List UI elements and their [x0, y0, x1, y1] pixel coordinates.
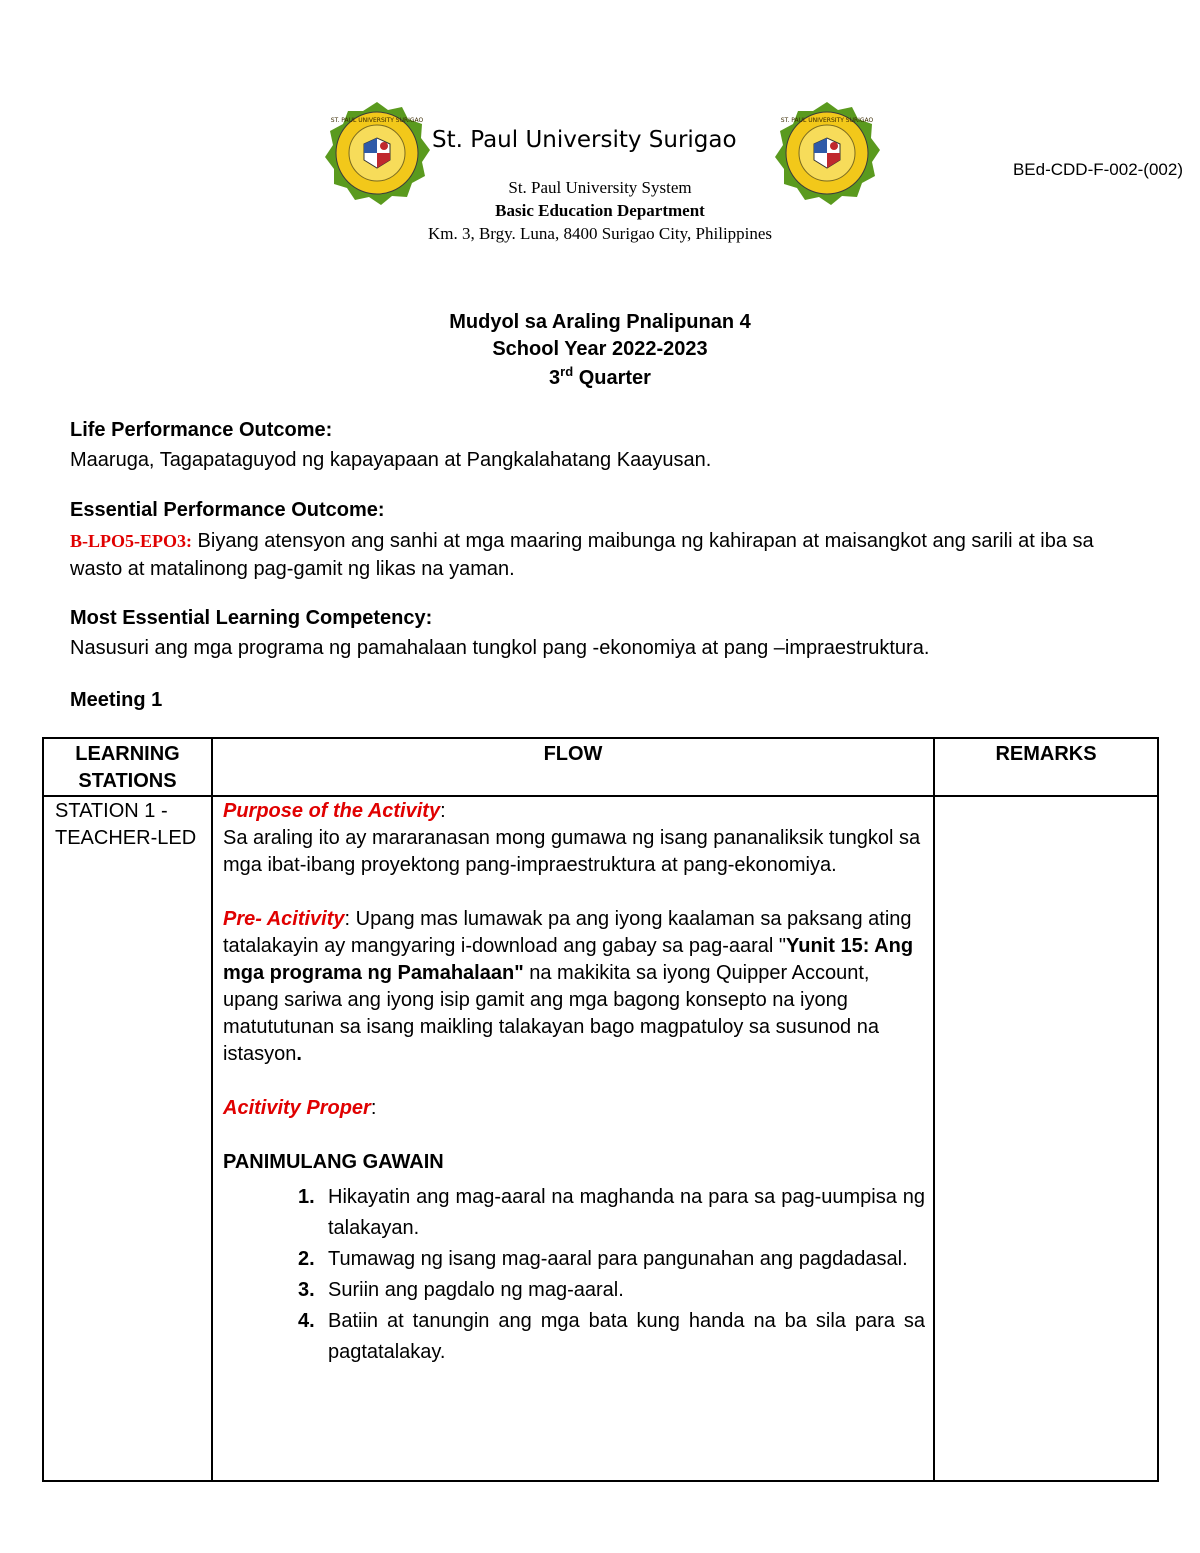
section-title: PANIMULANG GAWAIN — [223, 1151, 444, 1173]
step-text: Hikayatin ang mag-aaral na maghanda na para sa pag-uumpisa ng talakayan. — [328, 1186, 925, 1239]
seal-left-text: ST. PAUL UNIVERSITY SURIGAO — [330, 117, 424, 124]
steps-list — [223, 1182, 925, 1368]
address: Km. 3, Brgy. Luna, 8400 Surigao City, Philippines — [427, 224, 773, 243]
pre-activity-text-a: Upang mas lumawak pa ang iyong kaalaman sa paksang ating tatalakayin ay mangyaring i-download ang gabay sa pag-aaral " — [223, 908, 912, 957]
pre-activity — [223, 906, 925, 1068]
station-cell: STATION 1 - TEACHER-LED — [43, 796, 212, 1481]
header-remarks: REMARKS — [934, 738, 1158, 796]
school-year: School Year 2022-2023 — [492, 338, 708, 360]
quarter-number: 3 — [549, 367, 561, 389]
epo-description: Biyang atensyon ang sanhi at mga maaring maibunga ng kahirapan at maisangkot ang sarili at iba sa wasto at matalinong pag-gamit ng likas na yaman. — [70, 530, 1094, 580]
list-item — [298, 1306, 925, 1368]
step-number: 3. — [298, 1279, 315, 1301]
activity-proper-heading — [223, 1095, 925, 1122]
seal-right-text: ST. PAUL UNIVERSITY SURIGAO — [780, 117, 874, 124]
melc-label: Most Essential Learning Competency: — [70, 607, 433, 629]
epo-code: B-LPO5-EPO3: — [70, 531, 192, 551]
module-title: Mudyol sa Araling Pnalipunan 4 — [449, 311, 751, 333]
purpose-colon: : — [440, 800, 446, 822]
lesson-flow-table — [42, 737, 1159, 1482]
university-name: St. Paul University Surigao — [432, 127, 737, 153]
quarter-suffix: rd — [560, 364, 574, 379]
lpo-text: Maaruga, Tagapataguyod ng kapayapaan at Pangkalahatang Kaayusan. — [70, 449, 712, 471]
remarks-cell — [934, 796, 1158, 1481]
purpose-heading — [223, 798, 925, 825]
melc-text: Nasusuri ang mga programa ng pamahalaan tungkol pang -ekonomiya at pang –impraestruktura. — [70, 637, 930, 659]
quarter-label: Quarter — [573, 367, 651, 389]
step-text: Batiin at tanungin ang mga bata kung handa na ba sila para sa pagtatalakay. — [328, 1310, 925, 1363]
step-number: 1. — [298, 1186, 315, 1208]
pre-activity-period: . — [296, 1043, 302, 1065]
pre-activity-text-b: na makikita sa iyong Quipper Account, upang sariwa ang iyong isip gamit ang mga bagong konsepto na iyong matututunan sa isang maikling talakayan bago magpatuloy sa susunod na istasyon — [223, 962, 879, 1065]
list-item — [298, 1275, 925, 1306]
activity-proper-label: Acitivity Proper — [223, 1097, 371, 1119]
header-learning-stations: LEARNING STATIONS — [43, 738, 212, 796]
purpose-text: Sa araling ito ay mararanasan mong gumawa ng isang pananaliksik tungkol sa mga ibat-ibang proyektong pang-impraestruktura at pang-ekonomiya. — [223, 827, 921, 876]
pre-activity-module-title: Yunit 15: Ang mga programa ng Pamahalaan" — [223, 935, 914, 984]
pre-activity-label: Pre- Acitivity — [223, 908, 345, 930]
step-text: Suriin ang pagdalo ng mag-aaral. — [328, 1279, 624, 1301]
list-item — [298, 1182, 925, 1244]
meeting-label: Meeting 1 — [70, 689, 163, 711]
department-name: Basic Education Department — [495, 201, 705, 220]
epo-text — [70, 527, 1140, 583]
step-number: 4. — [298, 1310, 315, 1332]
quarter — [0, 364, 1200, 390]
lpo-label: Life Performance Outcome: — [70, 419, 333, 441]
header-flow: FLOW — [212, 738, 934, 796]
pre-activity-colon: : — [344, 908, 351, 930]
step-text: Tumawag ng isang mag-aaral para pangunahan ang pagdadasal. — [328, 1248, 908, 1270]
step-number: 2. — [298, 1248, 315, 1270]
university-system: St. Paul University System — [508, 178, 692, 197]
table-row — [43, 796, 1158, 1481]
epo-label: Essential Performance Outcome: — [70, 499, 385, 521]
activity-proper-colon: : — [370, 1097, 377, 1119]
list-item — [298, 1244, 925, 1275]
purpose-label: Purpose of the Activity — [223, 800, 441, 822]
form-code: BEd-CDD-F-002-(002) — [1012, 160, 1183, 179]
table-header-row — [43, 738, 1158, 796]
flow-cell — [212, 796, 934, 1481]
